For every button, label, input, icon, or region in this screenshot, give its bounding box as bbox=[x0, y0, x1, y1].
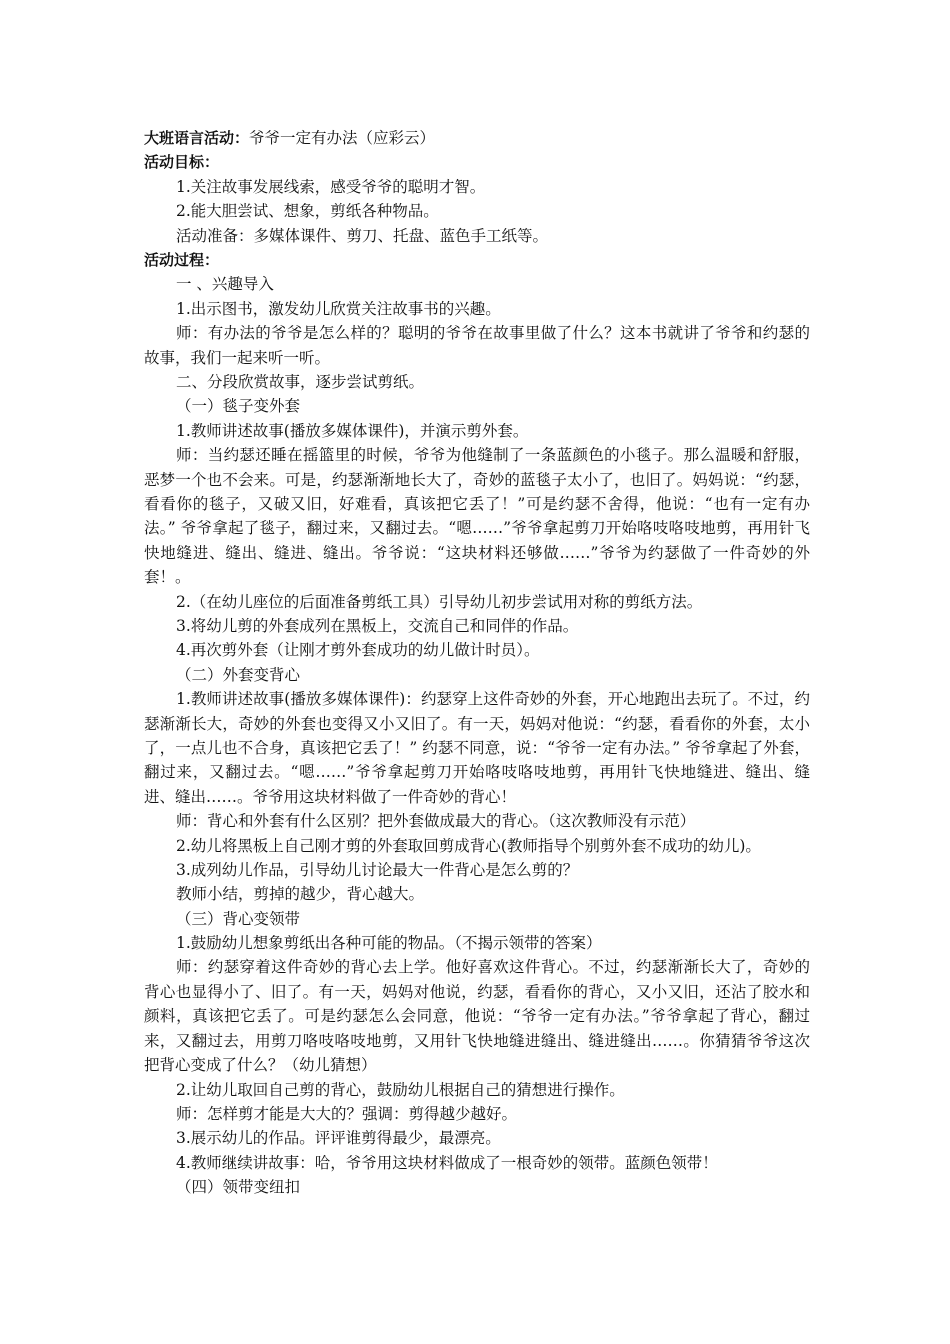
step-line: 2.让幼儿取回自己剪的背心，鼓励幼儿根据自己的猜想进行操作。 bbox=[176, 1080, 625, 1099]
document-title bbox=[144, 126, 810, 150]
subsection-title: （二）外套变背心 bbox=[176, 665, 301, 684]
title-label: 大班语言活动： bbox=[144, 129, 250, 147]
goals-heading: 活动目标： bbox=[144, 153, 220, 172]
subsection-title: （三）背心变领带 bbox=[176, 909, 301, 928]
step-line: 1.教师讲述故事(播放多媒体课件)，并演示剪外套。 bbox=[176, 421, 529, 440]
story-paragraph: 师：约瑟穿着这件奇妙的背心去上学。他好喜欢这件背心。不过，约瑟渐渐长大了，奇妙的背心也显得小了、旧了。有一天，妈妈对他说，约瑟，看看你的背心，又小又旧，还沾了胶水和颜料，真该把它丢了。可是约瑟怎么会同意，他说：“爷爷一定有办法。”爷爷拿起了背心，翻过来，又翻过去，用剪刀咯吱咯吱地剪，又用针飞快地缝进缝出、缝进缝出……。你猜猜爷爷这次把背心变成了什么？（幼儿猜想） bbox=[144, 958, 810, 1075]
step-line: 3.成列幼儿作品，引导幼儿讨论最大一件背心是怎么剪的？ bbox=[176, 860, 579, 879]
title-text: 爷爷一定有办法（应彩云） bbox=[249, 129, 436, 147]
step-line: 1.出示图书，激发幼儿欣赏关注故事书的兴趣。 bbox=[176, 299, 501, 318]
step-line: 师：怎样剪才能是大大的？强调：剪得越少越好。 bbox=[176, 1104, 518, 1123]
step-line: 4.再次剪外套（让刚才剪外套成功的幼儿做计时员）。 bbox=[176, 641, 540, 660]
process-heading: 活动过程： bbox=[144, 250, 220, 269]
story-paragraph: 1.教师讲述故事(播放多媒体课件)：约瑟穿上这件奇妙的外套，开心地跑出去玩了。不过，约瑟渐渐长大，奇妙的外套也变得又小又旧了。有一天，妈妈对他说：“约瑟，看看你的外套，太小了，一点儿也不合身，真该把它丢了！” 约瑟不同意，说：“爷爷一定有办法。” 爷爷拿起了外套，翻过来，又翻过去。“嗯……”爷爷拿起剪刀开始咯吱咯吱地剪，再用针飞快地缝进、缝出、缝进、缝出……。爷爷用这块材料做了一件奇妙的背心！ bbox=[144, 690, 810, 806]
step-line: 师：背心和外套有什么区别？把外套做成最大的背心。（这次教师没有示范） bbox=[176, 812, 696, 831]
step-line: 3.展示幼儿的作品。评评谁剪得最少，最漂亮。 bbox=[176, 1129, 501, 1148]
goal-item: 2.能大胆尝试、想象，剪纸各种物品。 bbox=[176, 202, 439, 221]
step-line: 1.鼓励幼儿想象剪纸出各种可能的物品。（不揭示领带的答案） bbox=[176, 934, 602, 953]
section-heading: 二、分段欣赏故事，逐步尝试剪纸。 bbox=[176, 372, 425, 391]
teacher-paragraph: 师：有办法的爷爷是怎么样的？聪明的爷爷在故事里做了什么？这本书就讲了爷爷和约瑟的故事，我们一起来听一听。 bbox=[144, 324, 810, 367]
subsection-title: （一）毯子变外套 bbox=[176, 397, 301, 416]
subsection-title: （四）领带变纽扣 bbox=[176, 1178, 301, 1197]
preparation: 活动准备：多媒体课件、剪刀、托盘、蓝色手工纸等。 bbox=[176, 226, 549, 245]
step-line: 2.（在幼儿座位的后面准备剪纸工具）引导幼儿初步尝试用对称的剪纸方法。 bbox=[176, 592, 703, 611]
document-page bbox=[144, 126, 810, 1199]
step-line: 2.幼儿将黑板上自己刚才剪的外套取回剪成背心(教师指导个别剪外套不成功的幼儿)。 bbox=[176, 836, 761, 855]
step-line: 4.教师继续讲故事：哈，爷爷用这块材料做成了一根奇妙的领带。蓝颜色领带！ bbox=[176, 1153, 718, 1172]
goal-item: 1.关注故事发展线索，感受爷爷的聪明才智。 bbox=[176, 177, 486, 196]
step-line: 3.将幼儿剪的外套成列在黑板上，交流自己和同伴的作品。 bbox=[176, 616, 579, 635]
story-paragraph: 师：当约瑟还睡在摇篮里的时候，爷爷为他缝制了一条蓝颜色的小毯子。那么温暖和舒服，恶梦一个也不会来。可是，约瑟渐渐地长大了，奇妙的蓝毯子太小了，也旧了。妈妈说：“约瑟，看看你的毯子，又破又旧，好难看，真该把它丢了！”可是约瑟不舍得，他说：“也有一定有办法。” 爷爷拿起了毯子，翻过来，又翻过去。“嗯……”爷爷拿起剪刀开始咯吱咯吱地剪，再用针飞快地缝进、缝出、缝进、缝出。爷爷说：“这块材料还够做……”爷爷为约瑟做了一件奇妙的外套！。 bbox=[144, 446, 810, 587]
step-line: 教师小结，剪掉的越少，背心越大。 bbox=[176, 885, 425, 904]
section-heading: 一 、兴趣导入 bbox=[176, 275, 274, 294]
